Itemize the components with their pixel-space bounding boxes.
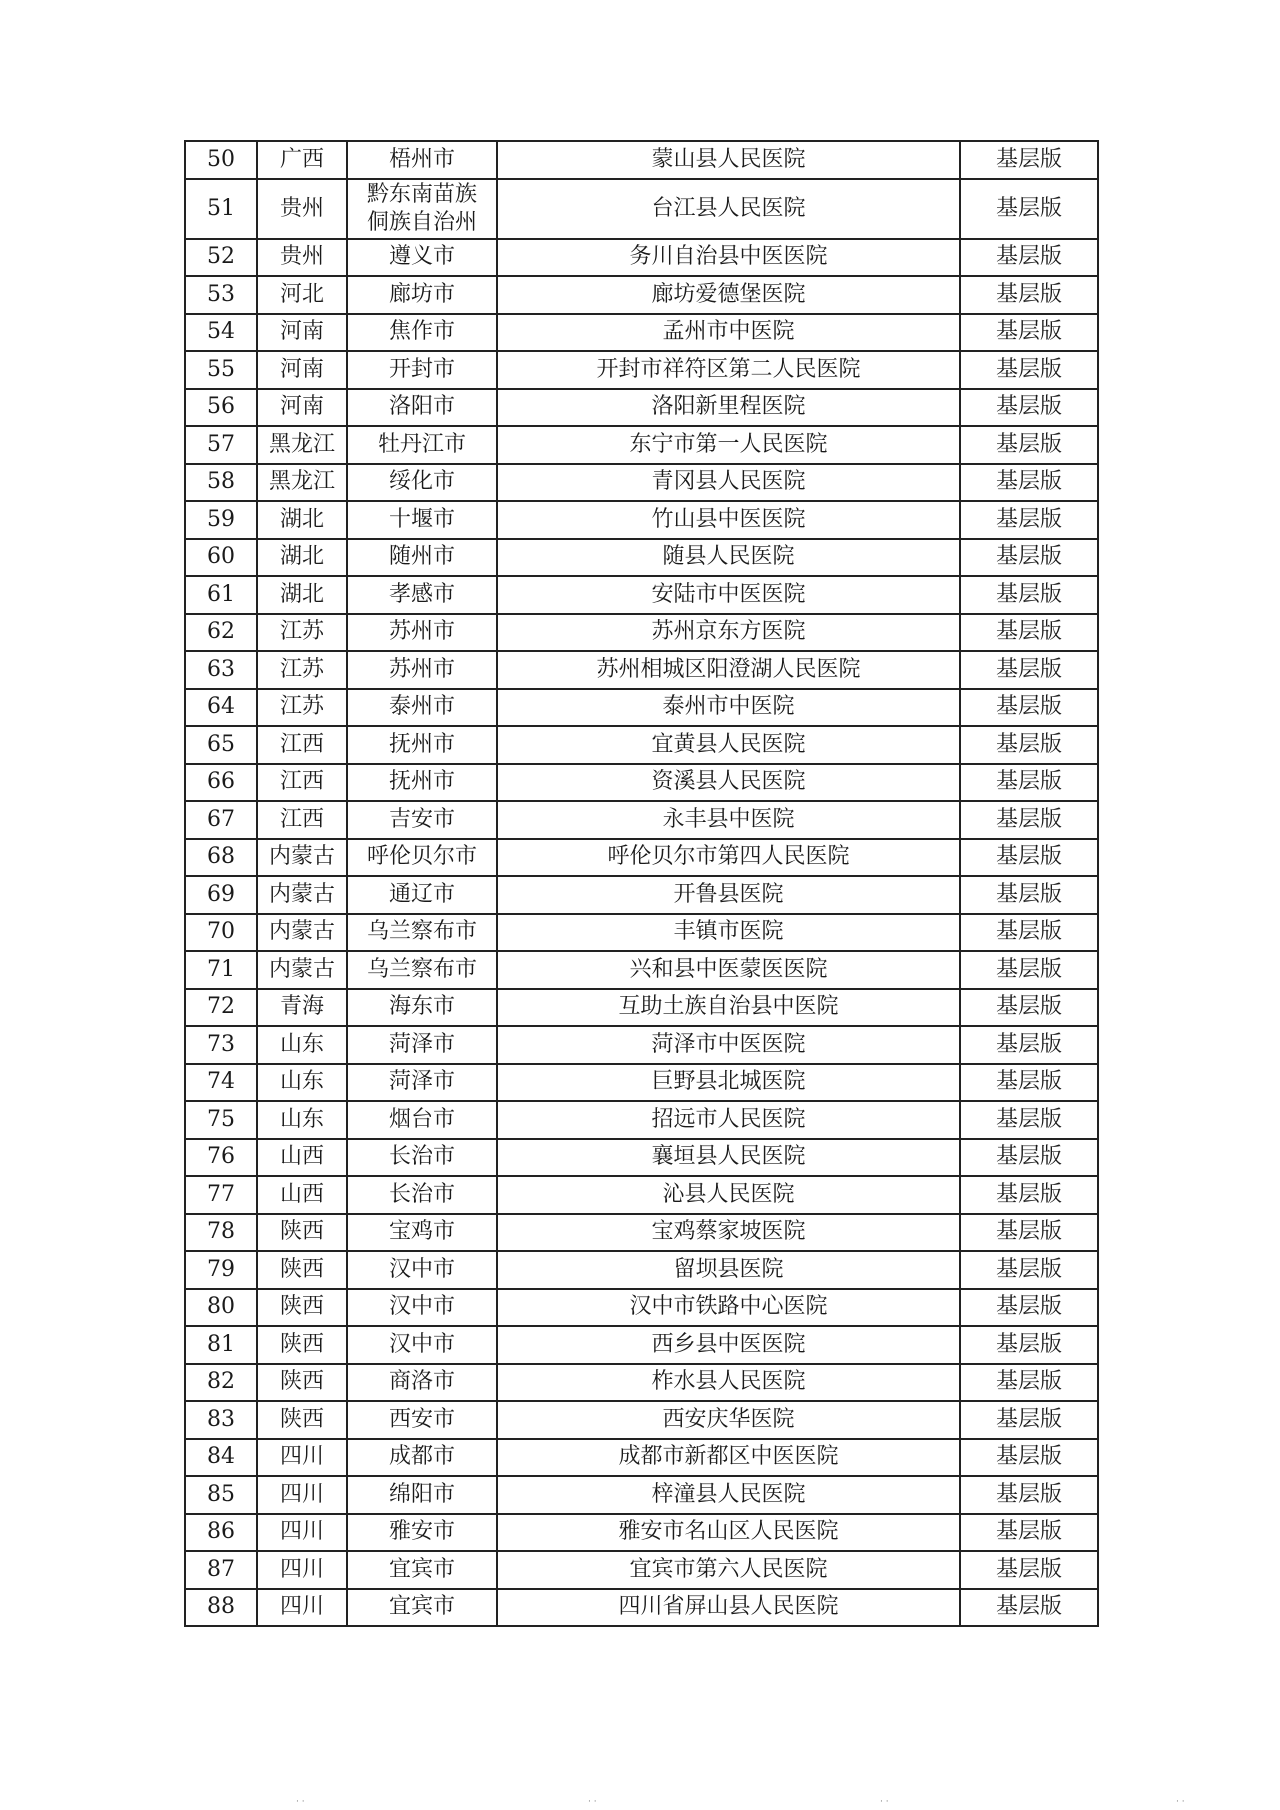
province-cell: 贵州 <box>257 239 347 277</box>
table-row <box>185 1514 1098 1552</box>
row-number-cell: 69 <box>185 876 257 914</box>
table-row <box>185 141 1098 179</box>
hospital-name-cell: 兴和县中医蒙医医院 <box>497 951 960 989</box>
version-cell: 基层版 <box>960 989 1098 1027</box>
city-line: 侗族自治州 <box>366 209 477 235</box>
version-cell: 基层版 <box>960 914 1098 952</box>
province-cell: 陕西 <box>257 1289 347 1327</box>
province-cell: 江西 <box>257 726 347 764</box>
hospital-name-cell: 宜黄县人民医院 <box>497 726 960 764</box>
hospital-name-cell: 开鲁县医院 <box>497 876 960 914</box>
table-row <box>185 914 1098 952</box>
province-cell: 陕西 <box>257 1214 347 1252</box>
hospital-name-cell: 洛阳新里程医院 <box>497 389 960 427</box>
version-cell: 基层版 <box>960 651 1098 689</box>
table-row <box>185 951 1098 989</box>
table-row <box>185 839 1098 877</box>
table-row <box>185 539 1098 577</box>
hospital-name-cell: 西乡县中医医院 <box>497 1326 960 1364</box>
table-row <box>185 1551 1098 1589</box>
table-row <box>185 1101 1098 1139</box>
province-cell: 山东 <box>257 1064 347 1102</box>
province-cell: 内蒙古 <box>257 839 347 877</box>
province-cell: 江西 <box>257 801 347 839</box>
city-cell: 西安市 <box>347 1401 497 1439</box>
row-number-cell: 59 <box>185 501 257 539</box>
hospital-name-cell: 巨野县北城医院 <box>497 1064 960 1102</box>
province-cell: 河南 <box>257 314 347 352</box>
city-cell: 烟台市 <box>347 1101 497 1139</box>
city-cell: 廊坊市 <box>347 276 497 314</box>
city-cell: 随州市 <box>347 539 497 577</box>
province-cell: 江苏 <box>257 614 347 652</box>
city-cell: 绥化市 <box>347 464 497 502</box>
table-row <box>185 1251 1098 1289</box>
hospital-name-cell: 呼伦贝尔市第四人民医院 <box>497 839 960 877</box>
table-row <box>185 576 1098 614</box>
province-cell: 湖北 <box>257 501 347 539</box>
city-cell: 遵义市 <box>347 239 497 277</box>
province-cell: 湖北 <box>257 576 347 614</box>
version-cell: 基层版 <box>960 1214 1098 1252</box>
row-number-cell: 75 <box>185 1101 257 1139</box>
city-cell: 菏泽市 <box>347 1026 497 1064</box>
hospital-name-cell: 柞水县人民医院 <box>497 1364 960 1402</box>
version-cell: 基层版 <box>960 614 1098 652</box>
table-row <box>185 1139 1098 1177</box>
row-number-cell: 86 <box>185 1514 257 1552</box>
province-cell: 内蒙古 <box>257 876 347 914</box>
row-number-cell: 88 <box>185 1589 257 1627</box>
row-number-cell: 77 <box>185 1176 257 1214</box>
scan-mark: · · <box>880 1797 889 1807</box>
row-number-cell: 51 <box>185 179 257 239</box>
city-cell: 苏州市 <box>347 651 497 689</box>
province-cell: 陕西 <box>257 1326 347 1364</box>
province-cell: 四川 <box>257 1476 347 1514</box>
hospital-name-cell: 招远市人民医院 <box>497 1101 960 1139</box>
version-cell: 基层版 <box>960 1026 1098 1064</box>
table-row <box>185 179 1098 239</box>
version-cell: 基层版 <box>960 539 1098 577</box>
city-cell: 抚州市 <box>347 726 497 764</box>
table-body <box>185 141 1098 1626</box>
version-cell: 基层版 <box>960 179 1098 239</box>
city-cell: 成都市 <box>347 1439 497 1477</box>
table-row <box>185 651 1098 689</box>
city-cell: 泰州市 <box>347 689 497 727</box>
table-row <box>185 276 1098 314</box>
row-number-cell: 66 <box>185 764 257 802</box>
version-cell: 基层版 <box>960 951 1098 989</box>
city-cell: 乌兰察布市 <box>347 914 497 952</box>
province-cell: 河北 <box>257 276 347 314</box>
province-cell: 四川 <box>257 1551 347 1589</box>
row-number-cell: 61 <box>185 576 257 614</box>
city-cell: 商洛市 <box>347 1364 497 1402</box>
city-cell: 汉中市 <box>347 1326 497 1364</box>
table-row <box>185 876 1098 914</box>
city-line: 黔东南苗族 <box>366 181 477 207</box>
province-cell: 内蒙古 <box>257 951 347 989</box>
table-row <box>185 614 1098 652</box>
province-cell: 山西 <box>257 1176 347 1214</box>
version-cell: 基层版 <box>960 764 1098 802</box>
province-cell: 陕西 <box>257 1401 347 1439</box>
table-row <box>185 1214 1098 1252</box>
city-cell: 宜宾市 <box>347 1589 497 1627</box>
city-cell: 乌兰察布市 <box>347 951 497 989</box>
row-number-cell: 52 <box>185 239 257 277</box>
province-cell: 江苏 <box>257 689 347 727</box>
version-cell: 基层版 <box>960 1514 1098 1552</box>
version-cell: 基层版 <box>960 1589 1098 1627</box>
city-cell: 长治市 <box>347 1139 497 1177</box>
row-number-cell: 62 <box>185 614 257 652</box>
city-cell: 抚州市 <box>347 764 497 802</box>
table-row <box>185 426 1098 464</box>
province-cell: 青海 <box>257 989 347 1027</box>
version-cell: 基层版 <box>960 1251 1098 1289</box>
city-cell: 孝感市 <box>347 576 497 614</box>
table-row <box>185 1401 1098 1439</box>
version-cell: 基层版 <box>960 239 1098 277</box>
city-cell: 雅安市 <box>347 1514 497 1552</box>
hospital-name-cell: 宝鸡蔡家坡医院 <box>497 1214 960 1252</box>
hospital-name-cell: 成都市新都区中医医院 <box>497 1439 960 1477</box>
table-row <box>185 1326 1098 1364</box>
hospital-name-cell: 梓潼县人民医院 <box>497 1476 960 1514</box>
row-number-cell: 50 <box>185 141 257 179</box>
city-cell: 菏泽市 <box>347 1064 497 1102</box>
row-number-cell: 67 <box>185 801 257 839</box>
hospital-name-cell: 台江县人民医院 <box>497 179 960 239</box>
row-number-cell: 68 <box>185 839 257 877</box>
province-cell: 四川 <box>257 1514 347 1552</box>
version-cell: 基层版 <box>960 576 1098 614</box>
province-cell: 广西 <box>257 141 347 179</box>
version-cell: 基层版 <box>960 1139 1098 1177</box>
hospital-list-table <box>184 140 1099 1627</box>
version-cell: 基层版 <box>960 1064 1098 1102</box>
version-cell: 基层版 <box>960 141 1098 179</box>
city-cell <box>347 179 497 239</box>
province-cell: 贵州 <box>257 179 347 239</box>
table-row <box>185 501 1098 539</box>
province-cell: 陕西 <box>257 1364 347 1402</box>
table-row <box>185 801 1098 839</box>
row-number-cell: 83 <box>185 1401 257 1439</box>
version-cell: 基层版 <box>960 1364 1098 1402</box>
province-cell: 山东 <box>257 1026 347 1064</box>
hospital-name-cell: 丰镇市医院 <box>497 914 960 952</box>
row-number-cell: 71 <box>185 951 257 989</box>
row-number-cell: 54 <box>185 314 257 352</box>
hospital-name-cell: 资溪县人民医院 <box>497 764 960 802</box>
city-cell: 宝鸡市 <box>347 1214 497 1252</box>
city-cell: 十堰市 <box>347 501 497 539</box>
row-number-cell: 81 <box>185 1326 257 1364</box>
row-number-cell: 70 <box>185 914 257 952</box>
hospital-name-cell: 襄垣县人民医院 <box>497 1139 960 1177</box>
row-number-cell: 84 <box>185 1439 257 1477</box>
row-number-cell: 57 <box>185 426 257 464</box>
table-row <box>185 314 1098 352</box>
province-cell: 内蒙古 <box>257 914 347 952</box>
row-number-cell: 74 <box>185 1064 257 1102</box>
city-cell: 焦作市 <box>347 314 497 352</box>
version-cell: 基层版 <box>960 801 1098 839</box>
table-row <box>185 389 1098 427</box>
city-cell: 苏州市 <box>347 614 497 652</box>
hospital-name-cell: 蒙山县人民医院 <box>497 141 960 179</box>
version-cell: 基层版 <box>960 426 1098 464</box>
version-cell: 基层版 <box>960 1551 1098 1589</box>
row-number-cell: 82 <box>185 1364 257 1402</box>
province-cell: 黑龙江 <box>257 464 347 502</box>
version-cell: 基层版 <box>960 876 1098 914</box>
version-cell: 基层版 <box>960 1176 1098 1214</box>
hospital-name-cell: 孟州市中医院 <box>497 314 960 352</box>
version-cell: 基层版 <box>960 1401 1098 1439</box>
row-number-cell: 56 <box>185 389 257 427</box>
row-number-cell: 53 <box>185 276 257 314</box>
row-number-cell: 63 <box>185 651 257 689</box>
table-row <box>185 726 1098 764</box>
hospital-name-cell: 竹山县中医医院 <box>497 501 960 539</box>
row-number-cell: 73 <box>185 1026 257 1064</box>
hospital-name-cell: 沁县人民医院 <box>497 1176 960 1214</box>
row-number-cell: 58 <box>185 464 257 502</box>
scan-mark: · · <box>296 1797 305 1807</box>
version-cell: 基层版 <box>960 389 1098 427</box>
version-cell: 基层版 <box>960 1289 1098 1327</box>
version-cell: 基层版 <box>960 501 1098 539</box>
hospital-name-cell: 四川省屏山县人民医院 <box>497 1589 960 1627</box>
scan-mark: · · <box>1176 1797 1185 1807</box>
row-number-cell: 85 <box>185 1476 257 1514</box>
hospital-name-cell: 宜宾市第六人民医院 <box>497 1551 960 1589</box>
city-cell: 海东市 <box>347 989 497 1027</box>
hospital-name-cell: 互助土族自治县中医院 <box>497 989 960 1027</box>
city-cell: 长治市 <box>347 1176 497 1214</box>
version-cell: 基层版 <box>960 1476 1098 1514</box>
city-cell: 开封市 <box>347 351 497 389</box>
row-number-cell: 79 <box>185 1251 257 1289</box>
hospital-name-cell: 安陆市中医医院 <box>497 576 960 614</box>
hospital-name-cell: 廊坊爱德堡医院 <box>497 276 960 314</box>
city-cell: 通辽市 <box>347 876 497 914</box>
province-cell: 湖北 <box>257 539 347 577</box>
table-row <box>185 1026 1098 1064</box>
version-cell: 基层版 <box>960 839 1098 877</box>
table-row <box>185 1439 1098 1477</box>
version-cell: 基层版 <box>960 689 1098 727</box>
row-number-cell: 65 <box>185 726 257 764</box>
province-cell: 四川 <box>257 1589 347 1627</box>
province-cell: 河南 <box>257 389 347 427</box>
table-row <box>185 351 1098 389</box>
table-row <box>185 1476 1098 1514</box>
hospital-name-cell: 开封市祥符区第二人民医院 <box>497 351 960 389</box>
row-number-cell: 60 <box>185 539 257 577</box>
table-row <box>185 1289 1098 1327</box>
city-cell: 绵阳市 <box>347 1476 497 1514</box>
province-cell: 山西 <box>257 1139 347 1177</box>
hospital-name-cell: 留坝县医院 <box>497 1251 960 1289</box>
hospital-name-cell: 菏泽市中医医院 <box>497 1026 960 1064</box>
row-number-cell: 80 <box>185 1289 257 1327</box>
row-number-cell: 87 <box>185 1551 257 1589</box>
hospital-name-cell: 随县人民医院 <box>497 539 960 577</box>
hospital-name-cell: 苏州京东方医院 <box>497 614 960 652</box>
city-cell: 宜宾市 <box>347 1551 497 1589</box>
version-cell: 基层版 <box>960 1439 1098 1477</box>
row-number-cell: 64 <box>185 689 257 727</box>
province-cell: 黑龙江 <box>257 426 347 464</box>
table-row <box>185 1589 1098 1627</box>
row-number-cell: 72 <box>185 989 257 1027</box>
province-cell: 江西 <box>257 764 347 802</box>
province-cell: 河南 <box>257 351 347 389</box>
city-cell: 牡丹江市 <box>347 426 497 464</box>
city-cell: 洛阳市 <box>347 389 497 427</box>
version-cell: 基层版 <box>960 464 1098 502</box>
city-cell: 呼伦贝尔市 <box>347 839 497 877</box>
table-row <box>185 1064 1098 1102</box>
version-cell: 基层版 <box>960 726 1098 764</box>
version-cell: 基层版 <box>960 351 1098 389</box>
version-cell: 基层版 <box>960 314 1098 352</box>
table-row <box>185 239 1098 277</box>
city-cell: 吉安市 <box>347 801 497 839</box>
table-row <box>185 689 1098 727</box>
hospital-name-cell: 泰州市中医院 <box>497 689 960 727</box>
hospital-name-cell: 西安庆华医院 <box>497 1401 960 1439</box>
table-row <box>185 1364 1098 1402</box>
city-cell: 梧州市 <box>347 141 497 179</box>
hospital-name-cell: 汉中市铁路中心医院 <box>497 1289 960 1327</box>
row-number-cell: 55 <box>185 351 257 389</box>
table-row <box>185 989 1098 1027</box>
province-cell: 山东 <box>257 1101 347 1139</box>
table-row <box>185 1176 1098 1214</box>
hospital-name-cell: 雅安市名山区人民医院 <box>497 1514 960 1552</box>
province-cell: 陕西 <box>257 1251 347 1289</box>
row-number-cell: 78 <box>185 1214 257 1252</box>
province-cell: 江苏 <box>257 651 347 689</box>
table-row <box>185 764 1098 802</box>
hospital-name-cell: 青冈县人民医院 <box>497 464 960 502</box>
version-cell: 基层版 <box>960 1326 1098 1364</box>
city-cell: 汉中市 <box>347 1289 497 1327</box>
hospital-name-cell: 东宁市第一人民医院 <box>497 426 960 464</box>
version-cell: 基层版 <box>960 276 1098 314</box>
hospital-name-cell: 永丰县中医院 <box>497 801 960 839</box>
table-row <box>185 464 1098 502</box>
version-cell: 基层版 <box>960 1101 1098 1139</box>
scan-mark: · · <box>588 1797 597 1807</box>
province-cell: 四川 <box>257 1439 347 1477</box>
hospital-name-cell: 苏州相城区阳澄湖人民医院 <box>497 651 960 689</box>
row-number-cell: 76 <box>185 1139 257 1177</box>
city-cell: 汉中市 <box>347 1251 497 1289</box>
hospital-name-cell: 务川自治县中医医院 <box>497 239 960 277</box>
